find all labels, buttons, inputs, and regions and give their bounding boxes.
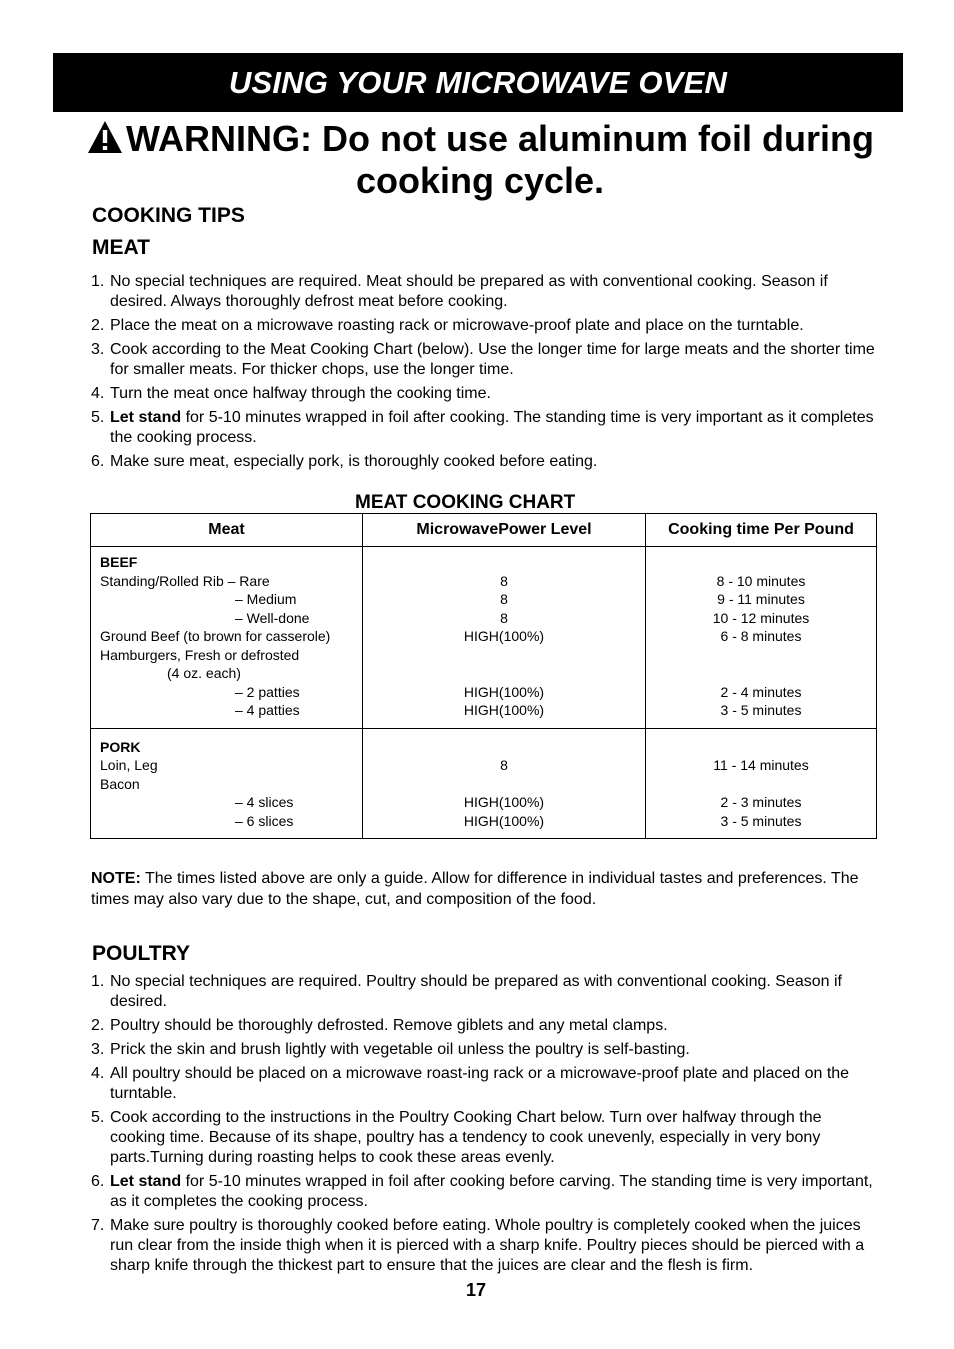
power-value: HIGH(100%)	[463, 683, 545, 700]
step-text: Make sure meat, especially pork, is thoroughly cooked before eating.	[110, 453, 598, 470]
header-power-level: MicrowavePower Level	[363, 514, 646, 547]
note-paragraph	[91, 868, 881, 910]
time-value: 2 - 4 minutes	[720, 683, 802, 700]
step-item	[91, 1016, 881, 1036]
meat-line: Standing/Rolled Rib – Rare	[100, 572, 270, 589]
meat-line: – 6 slices	[235, 812, 294, 829]
meat-line: Loin, Leg	[100, 757, 158, 773]
pork-power-cell	[363, 728, 646, 839]
note-text: The times listed above are only a guide. Allow for difference in individual tastes and preferences. The times may also vary due to the shape, cut, and composition of the food.	[91, 870, 859, 908]
power-value: 8	[500, 572, 508, 589]
time-value: 10 - 12 minutes	[712, 609, 810, 626]
warning-heading	[60, 118, 900, 202]
step-number: 4.	[91, 1065, 105, 1082]
step-number: 5.	[91, 1109, 105, 1126]
power-value: HIGH(100%)	[463, 794, 545, 810]
time-value: 9 - 11 minutes	[717, 591, 805, 607]
beef-meat-cell	[91, 547, 363, 729]
step-emphasis: Let stand	[110, 1173, 182, 1190]
meat-line: – Medium	[235, 591, 297, 607]
step-number: 5.	[91, 409, 105, 426]
step-item	[91, 272, 881, 312]
step-text: All poultry should be placed on a microwave roast-ing rack or a microwave-proof plate and placed on the turntable.	[110, 1065, 850, 1102]
step-text: for 5-10 minutes wrapped in foil after cooking before carving. The standing time is very important, as it completes the cooking process.	[110, 1173, 873, 1210]
step-number: 1.	[91, 973, 105, 990]
power-value	[363, 775, 645, 794]
power-value	[363, 664, 645, 683]
step-number: 4.	[91, 385, 105, 402]
power-value: HIGH(100%)	[463, 702, 545, 718]
step-text: No special techniques are required. Meat should be prepared as with conventional cooking. Season if desired. Always thoroughly defrost meat before cooking.	[110, 273, 828, 310]
step-text: Poultry should be thoroughly defrosted. Remove giblets and any metal clamps.	[110, 1017, 668, 1034]
warning-line-2: cooking cycle.	[355, 160, 605, 201]
meat-line: (4 oz. each)	[167, 665, 241, 681]
meat-steps-list	[91, 272, 881, 476]
meat-heading: MEAT	[92, 236, 150, 259]
meat-line: Ground Beef (to brown for casserole)	[100, 628, 331, 644]
note-label: NOTE:	[91, 870, 141, 887]
step-item	[91, 1172, 881, 1212]
meat-line: Hamburgers, Fresh or defrosted	[100, 646, 300, 663]
step-item	[91, 384, 881, 404]
header-cooking-time: Cooking time Per Pound	[646, 514, 877, 547]
step-text: Turn the meat once halfway through the cooking time.	[110, 385, 491, 402]
cooking-tips-heading: COOKING TIPS	[92, 204, 245, 227]
beef-category: BEEF	[100, 554, 138, 570]
step-text: Cook according to the Meat Cooking Chart (below). Use the longer time for large meats and the shorter time for smaller meats. For thicker chops, use the longer time.	[110, 341, 875, 378]
section-banner: USING YOUR MICROWAVE OVEN	[53, 53, 903, 112]
beef-row	[91, 547, 877, 729]
beef-time-cell	[646, 547, 877, 729]
meat-line: – 4 slices	[235, 794, 294, 810]
meat-line: – Well-done	[235, 609, 310, 626]
step-item	[91, 1108, 881, 1168]
page-number: 17	[466, 1280, 487, 1300]
step-number: 6.	[91, 1173, 105, 1190]
step-item	[91, 340, 881, 380]
meat-chart-title: MEAT COOKING CHART	[355, 492, 576, 513]
step-text: Cook according to the instructions in the Poultry Cooking Chart below. Turn over halfway through the cooking time. Because of its shape, poultry has a tendency to cook unevenly, especially in very bony parts.Turning during roasting helps to cook these areas evenly.	[110, 1109, 822, 1166]
step-item	[91, 1040, 881, 1060]
step-number: 2.	[91, 317, 105, 334]
step-item	[91, 1216, 881, 1276]
poultry-heading: POULTRY	[92, 942, 190, 965]
step-item	[91, 1064, 881, 1104]
time-value	[646, 775, 876, 794]
step-number: 7.	[91, 1217, 105, 1234]
time-value: 6 - 8 minutes	[720, 628, 802, 644]
header-meat: Meat	[91, 514, 363, 547]
time-value: 3 - 5 minutes	[720, 702, 802, 718]
step-text: Make sure poultry is thoroughly cooked before eating. Whole poultry is completely cooked when the juices run clear from the inside thigh when it is pierced with a sharp knife. Poultry pieces should be pierced with a sharp knife through the thickest part to ensure that the juices are clear and the flesh is firm.	[110, 1217, 865, 1274]
pork-row	[91, 728, 877, 839]
time-value: 8 - 10 minutes	[716, 572, 806, 589]
power-value: HIGH(100%)	[463, 812, 545, 829]
step-text: Place the meat on a microwave roasting rack or microwave-proof plate and place on the turntable.	[110, 317, 804, 334]
step-item	[91, 452, 881, 472]
meat-line: – 2 patties	[235, 683, 300, 700]
power-value: 8	[500, 757, 508, 773]
power-value: HIGH(100%)	[463, 628, 545, 644]
step-emphasis: Let stand	[110, 409, 182, 426]
warning-line-1: WARNING: Do not use aluminum foil during	[126, 118, 874, 159]
step-number: 3.	[91, 1041, 105, 1058]
time-value: 3 - 5 minutes	[720, 812, 802, 829]
step-number: 3.	[91, 341, 105, 358]
step-number: 2.	[91, 1017, 105, 1034]
step-number: 1.	[91, 273, 105, 290]
pork-time-cell	[646, 728, 877, 839]
step-item	[91, 316, 881, 336]
step-item	[91, 972, 881, 1012]
meat-cooking-chart	[90, 513, 877, 839]
pork-meat-cell	[91, 728, 363, 839]
meat-line: Bacon	[100, 775, 140, 792]
warning-triangle-icon	[86, 119, 124, 155]
power-value	[363, 646, 645, 665]
step-text: No special techniques are required. Poultry should be prepared as with conventional cooking. Season if desired.	[110, 973, 842, 1010]
time-value	[646, 646, 876, 665]
time-value	[646, 664, 876, 683]
beef-power-cell	[363, 547, 646, 729]
step-text: for 5-10 minutes wrapped in foil after cooking. The standing time is very important as it completes the cooking process.	[110, 409, 874, 446]
poultry-steps-list	[91, 972, 881, 1280]
meat-line: – 4 patties	[235, 702, 300, 718]
step-text: Prick the skin and brush lightly with vegetable oil unless the poultry is self-basting.	[110, 1041, 690, 1058]
time-value: 11 - 14 minutes	[713, 757, 809, 773]
step-item	[91, 408, 881, 448]
power-value: 8	[500, 609, 508, 626]
power-value: 8	[500, 591, 508, 607]
time-value: 2 - 3 minutes	[720, 794, 802, 810]
pork-category: PORK	[100, 738, 141, 755]
step-number: 6.	[91, 453, 105, 470]
